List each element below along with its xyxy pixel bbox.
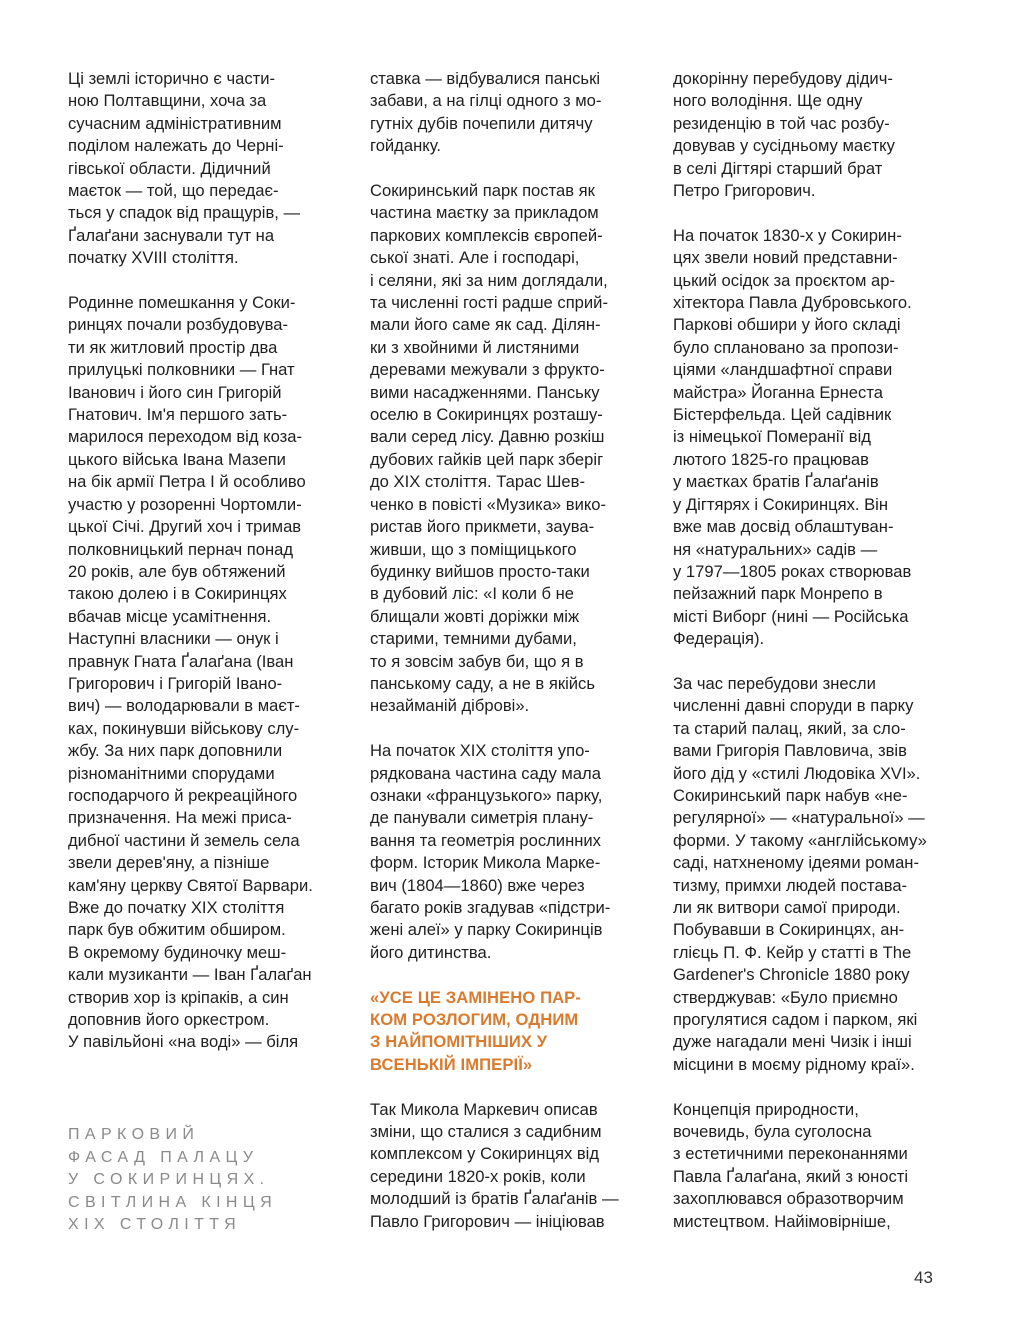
text-line: Концепція природности, (673, 1099, 859, 1119)
text-line: У павільйоні «на воді» — біля (68, 1032, 299, 1052)
column-3 (673, 68, 943, 1233)
text-line: та старий палац, який, за сло- (673, 718, 906, 738)
text-line: в селі Дігтярі старший брат (673, 158, 883, 178)
paragraph-gap (370, 964, 632, 986)
text-line: молодший із братів Ґалаґанів — (370, 1189, 619, 1209)
text-line: на бік армії Петра І й особливо (68, 472, 306, 492)
text-line: деревами межували з фрукто- (370, 360, 605, 380)
text-line: то я зовсім забув би, що я в (370, 651, 584, 671)
text-line: хітектора Павла Дубровського. (673, 293, 912, 313)
text-line: У СОКИРИНЦЯХ. (68, 1171, 270, 1188)
text-line: «УСЕ ЦЕ ЗАМІНЕНО ПАР- (370, 987, 581, 1007)
text-line: Петро Григорович. (673, 181, 816, 201)
text-line: в дубовий ліс: «І коли б не (370, 584, 575, 604)
paragraph-gap (370, 158, 632, 180)
text-line: комплексом у Сокиринцях від (370, 1144, 600, 1164)
text-line: кам'яну церкву Святої Варвари. (68, 875, 313, 895)
text-line: та численні гості радше сприй- (370, 293, 608, 313)
text-line: частина маєтку за прикладом (370, 203, 599, 223)
text-line: з естетичними переконаннями (673, 1144, 908, 1164)
paragraph-gap (370, 718, 632, 740)
text-line: участю у розоренні Чортомли- (68, 494, 302, 514)
text-line: ВСЕНЬКІЙ ІМПЕРІЇ» (370, 1054, 533, 1074)
text-line: Іванович і його син Григорій (68, 382, 282, 402)
text-line: ознаки «французького» парку, (370, 785, 603, 805)
column-2-text-bottom (370, 1076, 632, 1233)
text-line: початку XVIII століття. (68, 248, 239, 268)
text-line: ставка — відбувалися панські (370, 69, 601, 88)
text-line: прилуцькі полковники — Гнат (68, 360, 295, 380)
text-line: доповнив його оркестром. (68, 1010, 270, 1030)
text-line: докорінну перебудову дідич- (673, 69, 893, 88)
column-2-text-top (370, 68, 632, 987)
text-line: панському саду, а не в якійсь (370, 673, 595, 693)
text-line: багато років згадував «підстри- (370, 898, 611, 917)
text-line: майстра» Йоганна Ернеста (673, 382, 883, 402)
text-line: його дід у «стилі Людовіка XVI». (673, 763, 921, 783)
text-line: призначення. На межі приса- (68, 808, 292, 828)
text-line: старими, темними дубами, (370, 629, 577, 649)
text-line: у 1797—1805 роках створював (673, 561, 912, 581)
text-line: саді, натхненому ідеями роман- (673, 853, 919, 873)
text-line: вич) — володарювали в маєт- (68, 696, 300, 716)
text-line: захоплювався образотворчим (673, 1189, 904, 1209)
text-line: де панували симетрія плану- (370, 808, 594, 828)
text-line: цького війська Івана Мазепи (68, 449, 286, 469)
text-line: ченко в повісті «Музика» вико- (370, 494, 607, 514)
text-line: у Дігтярях і Сокиринцях. Він (673, 494, 889, 514)
text-line: будинку вийшов просто-таки (370, 561, 590, 581)
text-line: ною Полтавщини, хоча за (68, 91, 267, 111)
text-line: За час перебудови знесли (673, 673, 876, 693)
text-line: Павло Григорович — ініціював (370, 1211, 605, 1231)
text-line: ться у спадок від пращурів, — (68, 203, 301, 223)
text-line: полковницький пернач понад (68, 539, 294, 559)
text-line: маєток — той, що передає- (68, 181, 279, 201)
text-line: цях звели новий представни- (673, 248, 898, 268)
text-line: правнук Гната Ґалаґана (Іван (68, 651, 294, 671)
text-line: створив хор із кріпаків, а син (68, 987, 289, 1007)
paragraph-gap (673, 651, 943, 673)
text-line: дубових гайків цей парк зберіг (370, 449, 604, 469)
column-1 (68, 68, 330, 1054)
text-line: ня «натуральних» садів — (673, 539, 878, 559)
text-line: вбачав місце усамітнення. (68, 606, 272, 626)
text-line: Так Микола Маркевич описав (370, 1099, 598, 1119)
text-line: Павла Ґалаґана, який з юності (673, 1166, 909, 1186)
text-line: гутніх дубів почепили дитячу (370, 113, 593, 133)
text-line: стверджував: «Було приємно (673, 987, 898, 1007)
text-line: звели дерев'яну, а пізніше (68, 853, 270, 873)
text-line: КОМ РОЗЛОГИМ, ОДНИМ (370, 1010, 579, 1030)
text-line: Родинне помешкання у Соки- (68, 293, 296, 313)
text-line: ки з хвойними й листяними (370, 337, 580, 357)
text-line: СВІТЛИНА КІНЦЯ (68, 1193, 278, 1211)
text-line: 20 років, але був обтяжений (68, 561, 286, 581)
paragraph-gap (673, 202, 943, 224)
text-line: ти як житловий простір два (68, 337, 278, 357)
text-line: гівської области. Дідичний (68, 158, 271, 178)
text-line: господарчого й рекреаційного (68, 785, 298, 805)
text-line: Паркові обшири у його складі (673, 315, 901, 335)
text-line: форми. У такому «англійському» (673, 830, 927, 850)
text-line: пейзажний парк Монрепо в (673, 584, 883, 604)
text-line: глієць П. Ф. Кейр у статті в The (673, 942, 912, 962)
text-line: довував у сусідньому маєтку (673, 136, 895, 156)
text-line: вич (1804—1860) вже через (370, 875, 585, 895)
column-2 (370, 68, 632, 1233)
text-line: XIX СТОЛІТТЯ (68, 1216, 242, 1233)
text-line: дуже нагадали мені Чизік і інші (673, 1032, 912, 1052)
text-line: забави, а на гілці одного з мо- (370, 91, 602, 111)
text-line: форм. Історик Микола Марке- (370, 853, 601, 873)
text-line: цької Січі. Другий хоч і тримав (68, 517, 302, 537)
pull-quote (370, 987, 632, 1077)
text-line: сучасним адміністративним (68, 113, 282, 133)
text-line: численні давні споруди в парку (673, 696, 914, 716)
text-line: резиденцію в той час розбу- (673, 113, 890, 133)
text-line: різноманітними спорудами (68, 763, 275, 783)
text-line: Ґалаґани заснували тут на (68, 225, 275, 245)
text-line: ках, покинувши військову слу- (68, 718, 300, 738)
text-line: регулярної» — «натуральної» — (673, 808, 925, 828)
text-line: ПАРКОВИЙ (68, 1126, 200, 1143)
text-line: ціями «ландшафтної справи (673, 360, 893, 380)
photo-caption (68, 1124, 277, 1237)
text-line: місцини в моєму рідному краї». (673, 1054, 915, 1074)
text-line: живши, що з поміщицького (370, 539, 577, 559)
text-line: В окремому будиночку меш- (68, 942, 287, 962)
text-line: Ці землі історично є части- (68, 69, 276, 88)
text-line: ристав його прикмети, заува- (370, 517, 595, 537)
text-line: На початок XIX століття упо- (370, 741, 590, 761)
text-line: у маєтках братів Ґалаґанів (673, 472, 879, 492)
text-line: вали серед лісу. Давню розкіш (370, 427, 605, 447)
text-line: місті Виборг (нині — Російська (673, 606, 909, 626)
text-line: З НАЙПОМІТНІШИХ У (370, 1032, 548, 1052)
text-line: поділом належать до Черні- (68, 136, 284, 156)
text-line: Григорович і Григорій Івано- (68, 673, 283, 693)
text-line: цький осідок за проєктом ар- (673, 270, 895, 290)
text-line: із німецької Померанії від (673, 427, 871, 447)
text-line: Побувавши в Сокиринцях, ан- (673, 920, 905, 940)
text-line: На початок 1830-х у Сокирин- (673, 225, 902, 245)
text-line: кали музиканти — Іван Ґалаґан (68, 965, 312, 985)
text-line: і селяни, які за ним доглядали, (370, 270, 608, 290)
text-line: Бістерфельда. Цей садівник (673, 405, 892, 425)
text-line: зміни, що сталися з садибним (370, 1122, 602, 1142)
text-line: Gardener's Chronicle 1880 року (673, 965, 910, 985)
text-line: дибної частини й земель села (68, 830, 300, 850)
text-line: Наступні власники — онук і (68, 629, 279, 649)
text-line: лютого 1825-го працював (673, 449, 869, 469)
text-line: Вже до початку XIX століття (68, 898, 285, 918)
text-line: Сокиринський парк постав як (370, 181, 595, 201)
text-line: вами Григорія Павловича, звів (673, 741, 907, 761)
text-line: ного володіння. Ще одну (673, 91, 863, 111)
text-line: було сплановано за пропози- (673, 337, 899, 357)
text-line: марилося переходом від коза- (68, 427, 302, 447)
text-line: паркових комплексів європей- (370, 225, 603, 245)
text-line: середини 1820-х років, коли (370, 1166, 586, 1186)
text-line: мали його саме як сад. Ділян- (370, 315, 601, 335)
text-line: гойданку. (370, 136, 441, 156)
paragraph-gap (68, 270, 330, 292)
text-line: оселю в Сокиринцях розташу- (370, 405, 603, 425)
text-line: жбу. За них парк доповнили (68, 741, 283, 761)
text-line: його дитинства. (370, 942, 492, 962)
text-line: ли як витвори самої природи. (673, 898, 901, 917)
text-line: блищали жовті доріжки між (370, 606, 580, 626)
text-line: Сокиринський парк набув «не- (673, 785, 908, 805)
text-line: вже мав досвід облаштуван- (673, 517, 894, 537)
text-line: тизму, примхи людей постава- (673, 875, 908, 895)
text-line: Гнатович. Ім'я першого зать- (68, 405, 288, 425)
paragraph-gap (370, 1076, 632, 1098)
text-line: ФАСАД ПАЛАЦУ (68, 1148, 259, 1166)
text-line: вочевидь, була суголосна (673, 1122, 872, 1142)
text-line: парк був обжитим обширом. (68, 920, 286, 940)
text-line: Федерація). (673, 629, 765, 649)
text-line: до XIX століття. Тарас Шев- (370, 472, 585, 492)
text-line: мистецтвом. Найімовірніше, (673, 1211, 891, 1231)
text-line: вими насадженнями. Панську (370, 382, 600, 402)
text-line: незайманій діброві». (370, 696, 530, 716)
text-line: прогулятися садом і парком, які (673, 1010, 918, 1030)
text-line: жені алеї» у парку Сокиринців (370, 920, 603, 940)
text-line: ської знаті. Але і господарі, (370, 248, 580, 268)
text-line: вання та геометрія рослинних (370, 830, 601, 850)
text-line: рядкована частина саду мала (370, 763, 601, 783)
page-number: 43 (914, 1268, 933, 1287)
text-line: такою долею і в Сокиринцях (68, 584, 287, 604)
text-line: ринцях почали розбудовува- (68, 315, 288, 335)
paragraph-gap (673, 1076, 943, 1098)
